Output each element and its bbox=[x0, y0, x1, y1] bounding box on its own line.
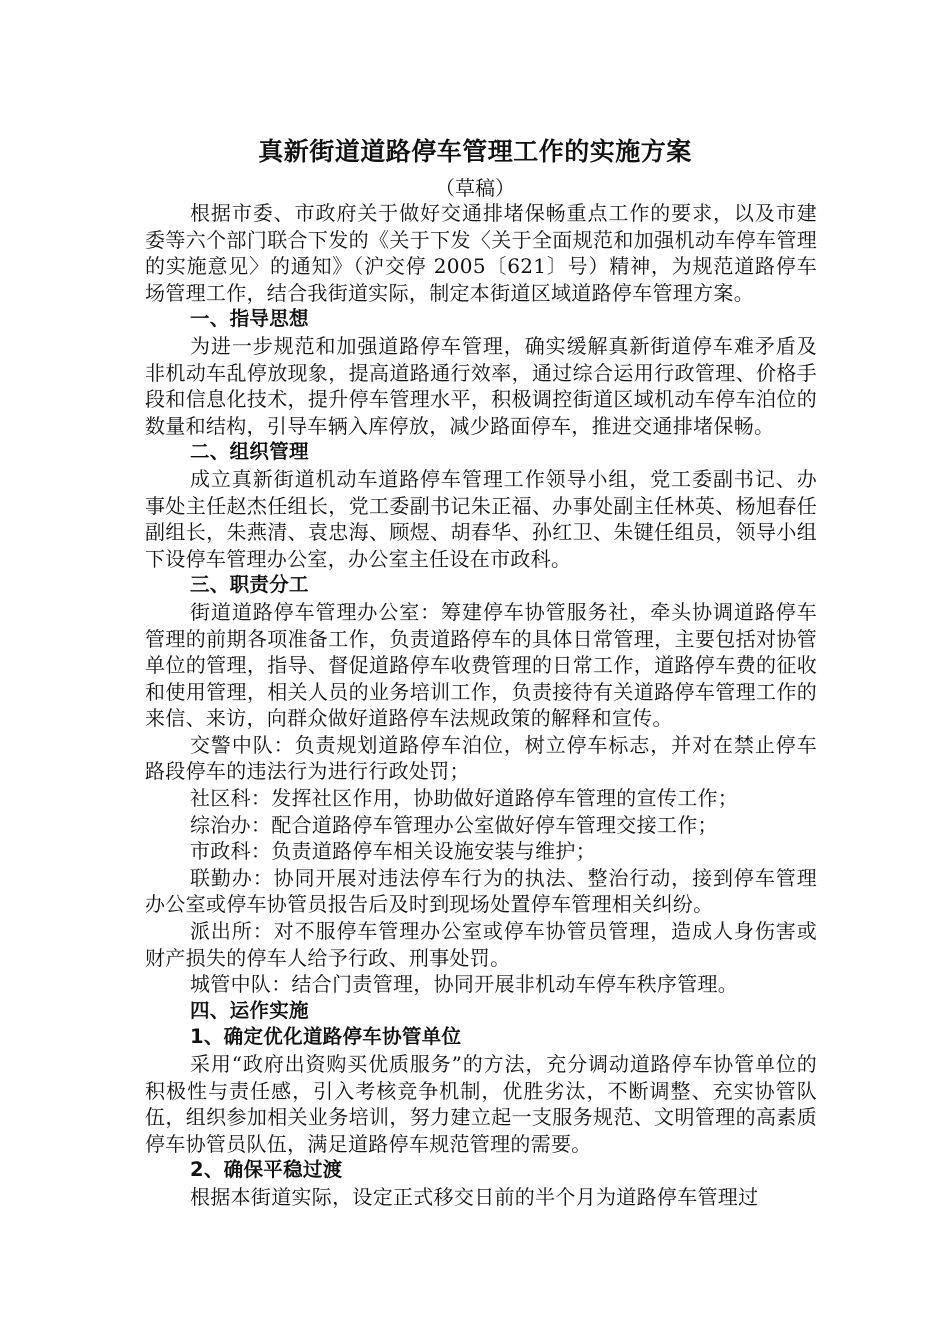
section-heading: 1、确定优化道路停车协管单位 bbox=[190, 1025, 462, 1049]
document-body bbox=[145, 200, 817, 1211]
section-heading: 2、确保平稳过渡 bbox=[190, 1158, 343, 1182]
paragraph: 根据本街道实际，设定正式移交日前的半个月为道路停车管理过 bbox=[190, 1184, 759, 1209]
paragraph: 采用“政府出资购买优质服务”的方法，充分调动道路停车协管单位的积极性与责任感，引入考核竞争机制，优胜劣汰，不断调整、充实协管队伍，组织参加相关业务培训，努力建立起一支服务规范、文明管理的高素质停车协管员队伍，满足道路停车规范管理的需要。 bbox=[145, 1052, 817, 1156]
paragraph: 城管中队：结合门责管理，协同开展非机动车停车秩序管理。 bbox=[190, 972, 739, 997]
document-title: 真新街道道路停车管理工作的实施方案 bbox=[258, 137, 692, 166]
paragraph: 联勤办：协同开展对违法停车行为的执法、整治行动，接到停车管理办公室或停车协管员报告后及时到现场处置停车管理相关纠纷。 bbox=[145, 865, 817, 917]
paragraph: 社区科：发挥社区作用，协助做好道路停车管理的宣传工作； bbox=[190, 786, 739, 811]
section-heading: 一、指导思想 bbox=[190, 307, 309, 331]
paragraph: 交警中队：负责规划道路停车泊位，树立停车标志，并对在禁止停车路段停车的违法行为进行行政处罚； bbox=[145, 732, 817, 784]
section-heading: 二、组织管理 bbox=[190, 440, 309, 464]
paragraph: 为进一步规范和加强道路停车管理，确实缓解真新街道停车难矛盾及非机动车乱停放现象，提高道路通行效率，通过综合运用行政管理、价格手段和信息化技术，提升停车管理水平，积极调控街道区域机动车停车泊位的数量和结构，引导车辆入库停放，减少路面停车，推进交通排堵保畅。 bbox=[145, 333, 817, 438]
paragraph: 市政科：负责道路停车相关设施安装与维护； bbox=[190, 839, 596, 864]
paragraph: 街道道路停车管理办公室：筹建停车协管服务社，牵头协调道路停车管理的前期各项准备工作，负责道路停车的具体日常管理，主要包括对协管单位的管理，指导、督促道路停车收费管理的日常工作，道路停车费的征收和使用管理，相关人员的业务培训工作，负责接待有关道路停车管理工作的来信、来访，向群众做好道路停车法规政策的解释和宣传。 bbox=[145, 599, 817, 731]
paragraph: 成立真新街道机动车道路停车管理工作领导小组，党工委副书记、办事处主任赵杰任组长，党工委副书记朱正福、办事处副主任林英、杨旭春任副组长，朱燕清、袁忠海、顾煜、胡春华、孙红卫、朱键任组员，领导小组下设停车管理办公室，办公室主任设在市政科。 bbox=[145, 466, 817, 571]
document-subtitle: （草稿） bbox=[435, 176, 515, 200]
paragraph: 根据市委、市政府关于做好交通排堵保畅重点工作的要求，以及市建委等六个部门联合下发的《关于下发〈关于全面规范和加强机动车停车管理的实施意见〉的通知》（沪交停 2005〔621〕号）精神，为规范道路停车场管理工作，结合我街道实际，制定本街道区域道路停车管理方案。 bbox=[145, 201, 817, 305]
section-heading: 三、职责分工 bbox=[190, 573, 309, 597]
paragraph: 综治办：配合道路停车管理办公室做好停车管理交接工作； bbox=[190, 812, 718, 837]
section-heading: 四、运作实施 bbox=[190, 998, 309, 1022]
paragraph: 派出所：对不服停车管理办公室或停车协管员管理，造成人身伤害或财产损失的停车人给予行政、刑事处罚。 bbox=[145, 919, 817, 970]
